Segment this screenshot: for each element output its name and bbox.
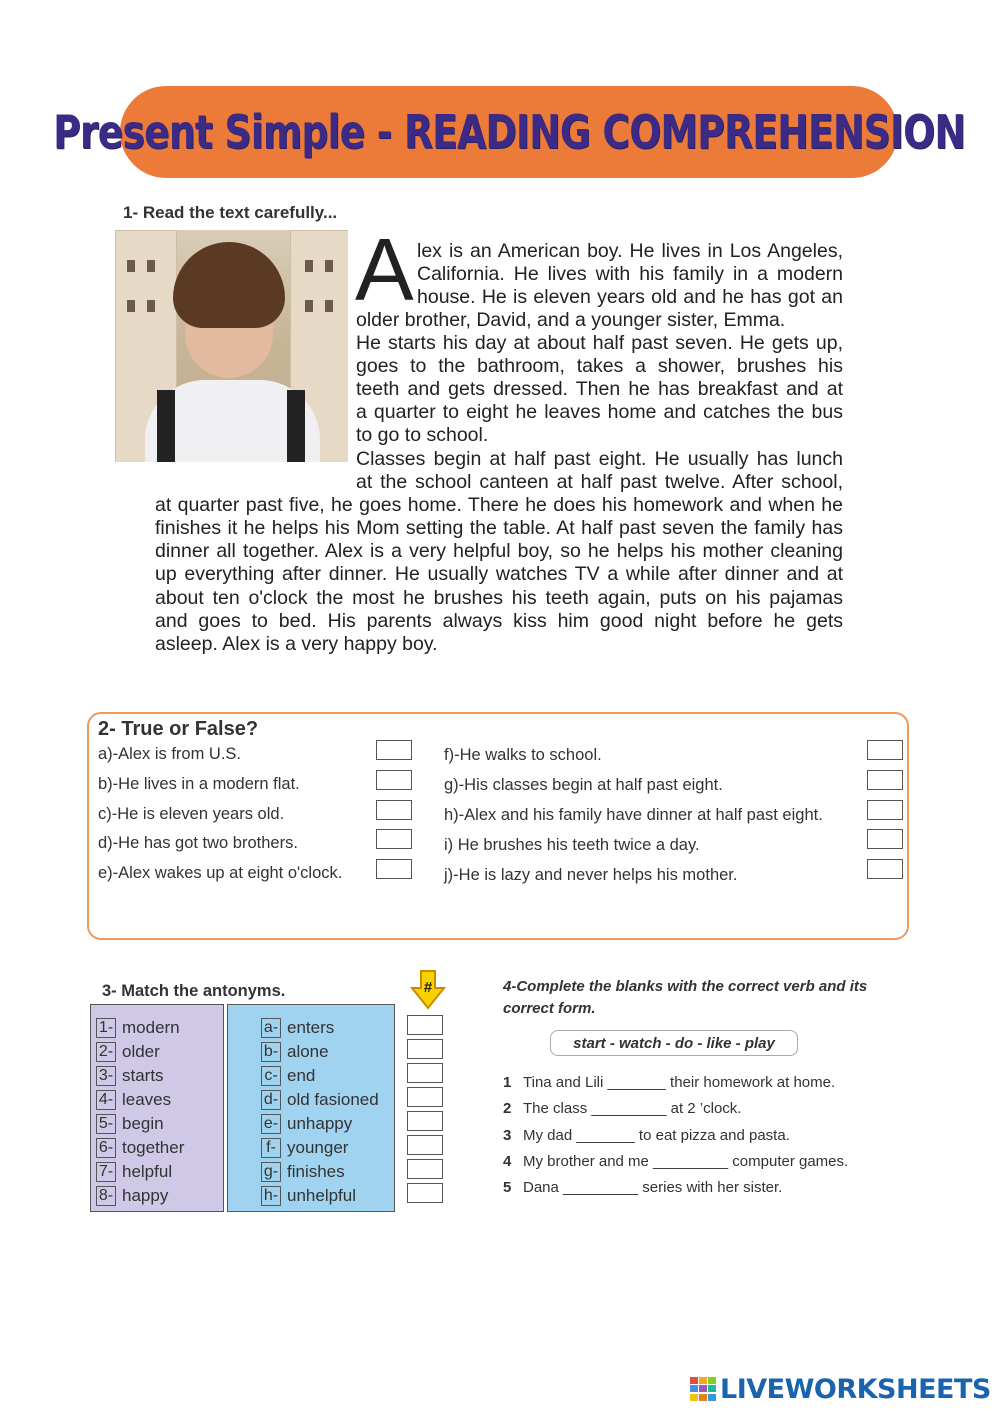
match-answer-box[interactable] [407, 1111, 443, 1131]
text-line: about ten o'clock the most he brushes his teeth again, puts on his pajamas [155, 587, 843, 609]
tf-answer-box[interactable] [376, 740, 412, 760]
text-line: to go to school. [356, 424, 489, 446]
text-line: older brother, David, and a younger sister, Emma. [356, 309, 786, 331]
tf-statement: g)-His classes begin at half past eight. [444, 776, 723, 794]
blank-question: 1 Tina and Lili _______ their homework at home. [503, 1074, 836, 1091]
text-line: at the school canteen at half past twelve. After school, [356, 471, 843, 493]
tf-statement: c)-He is eleven years old. [98, 805, 285, 823]
tf-answer-box[interactable] [376, 859, 412, 879]
section3-heading: 3- Match the antonyms. [102, 982, 286, 1000]
match-right-item: g- finishes [261, 1160, 345, 1184]
blank-question: 5 Dana _________ series with her sister. [503, 1179, 783, 1196]
tf-answer-box[interactable] [867, 770, 903, 790]
text-line: up everything after dinner. He usually watches TV a while after dinner and at [155, 563, 843, 585]
tf-answer-box[interactable] [867, 740, 903, 760]
tf-statement: i) He brushes his teeth twice a day. [444, 836, 700, 854]
word-bank: start - watch - do - like - play [550, 1030, 798, 1056]
text-line: goes to the bathroom, takes a shower, brushes his [356, 355, 843, 377]
tf-answer-box[interactable] [867, 859, 903, 879]
section2-heading: 2- True or False? [98, 718, 259, 740]
match-left-item: 2- older [96, 1040, 160, 1064]
logo-mark-icon [690, 1377, 716, 1401]
blank-question: 3 My dad _______ to eat pizza and pasta. [503, 1127, 790, 1144]
text-line: Classes begin at half past eight. He usually has lunch [356, 448, 843, 470]
match-answer-box[interactable] [407, 1039, 443, 1059]
match-right-item: d- old fasioned [261, 1088, 379, 1112]
text-line: finishes it he helps his Mom setting the table. At half past seven the family has [155, 517, 843, 539]
match-left-item: 6- together [96, 1136, 184, 1160]
blank-question: 4 My brother and me _________ computer games. [503, 1153, 849, 1170]
match-left-item: 5- begin [96, 1112, 164, 1136]
tf-statement: d)-He has got two brothers. [98, 834, 298, 852]
tf-answer-box[interactable] [867, 800, 903, 820]
section1-heading: 1- Read the text carefully... [123, 203, 338, 222]
text-line: a quarter to eight he leaves home and catches the bus [356, 401, 843, 423]
match-answer-box[interactable] [407, 1015, 443, 1035]
liveworksheets-logo[interactable] [690, 1374, 991, 1404]
text-line: asleep. Alex is a very happy boy. [155, 633, 438, 655]
match-answer-box[interactable] [407, 1087, 443, 1107]
text-line: and goes to bed. His parents always kiss him good night before he gets [155, 610, 843, 632]
section4-heading: 4-Complete the blanks with the correct verb and its correct form. [503, 978, 868, 1017]
text-line: teeth and gets dressed. Then he has breakfast and at [356, 378, 843, 400]
match-right-item: c- end [261, 1064, 315, 1088]
match-right-item: f- younger [261, 1136, 348, 1160]
match-right-item: h- unhelpful [261, 1184, 356, 1208]
logo-text: LIVEWORKSHEETS [720, 1373, 991, 1405]
match-answer-box[interactable] [407, 1159, 443, 1179]
tf-answer-box[interactable] [376, 800, 412, 820]
page-title: Present Simple - READING COMPREHENSION [52, 105, 966, 159]
text-line: house. He is eleven years old and he has got an [417, 286, 843, 308]
title-banner [52, 86, 966, 178]
match-right-item: a- enters [261, 1016, 334, 1040]
tf-answer-box[interactable] [867, 829, 903, 849]
match-answer-box[interactable] [407, 1135, 443, 1155]
text-line: at quarter past five, he goes home. There he does his homework and when he [155, 494, 843, 516]
match-right-item: e- unhappy [261, 1112, 352, 1136]
match-left-item: 3- starts [96, 1064, 164, 1088]
tf-statement: f)-He walks to school. [444, 746, 602, 764]
match-left-item: 4- leaves [96, 1088, 171, 1112]
arrow-label: # [423, 979, 433, 996]
text-line: California. He lives with his family in a modern [417, 263, 843, 285]
text-line: lex is an American boy. He lives in Los Angeles, [417, 240, 843, 262]
text-line: He starts his day at about half past seven. He gets up, [356, 332, 843, 354]
arrow-down-icon [410, 970, 446, 1010]
match-left-item: 7- helpful [96, 1160, 172, 1184]
drop-cap: A [355, 220, 414, 319]
tf-statement: a)-Alex is from U.S. [98, 745, 242, 763]
tf-statement: h)-Alex and his family have dinner at half past eight. [444, 806, 823, 824]
tf-statement: e)-Alex wakes up at eight o'clock. [98, 864, 343, 882]
match-right-item: b- alone [261, 1040, 329, 1064]
tf-statement: j)-He is lazy and never helps his mother. [444, 866, 738, 884]
match-answer-box[interactable] [407, 1063, 443, 1083]
tf-statement: b)-He lives in a modern flat. [98, 775, 300, 793]
tf-answer-box[interactable] [376, 770, 412, 790]
match-answer-box[interactable] [407, 1183, 443, 1203]
text-line: dinner all together. Alex is a very helpful boy, so he helps his mother cleaning [155, 540, 843, 562]
match-left-item: 8- happy [96, 1184, 168, 1208]
match-left-item: 1- modern [96, 1016, 180, 1040]
blank-question: 2 The class _________ at 2 ’clock. [503, 1100, 742, 1117]
tf-answer-box[interactable] [376, 829, 412, 849]
boy-photo [115, 230, 348, 462]
